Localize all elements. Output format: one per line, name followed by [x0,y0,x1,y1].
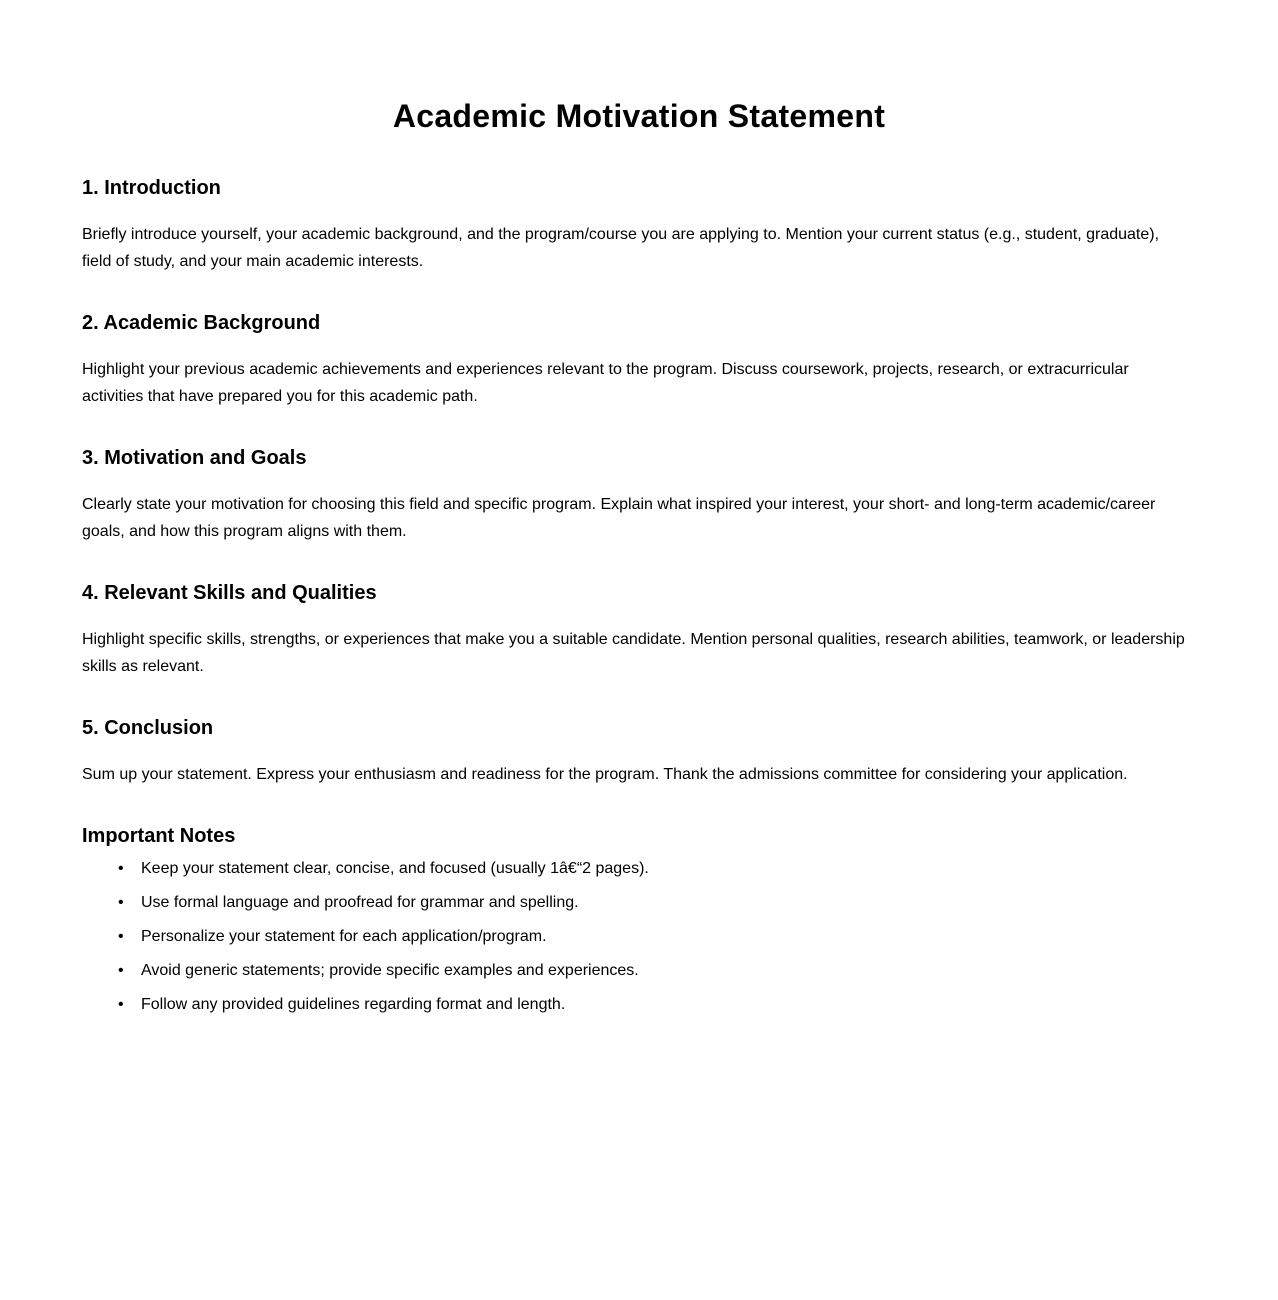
important-notes [82,822,1196,1015]
list-item-text: Personalize your statement for each application/program. [141,928,547,945]
document-title: Academic Motivation Statement [392,98,886,134]
section-conclusion [82,714,1196,788]
list-item-text: Use formal language and proofread for grammar and spelling. [141,894,579,911]
notes-list [82,859,1196,1015]
section-heading: 3. Motivation and Goals [82,447,307,469]
section-motivation-and-goals [82,444,1196,545]
section-introduction [82,174,1196,275]
section-relevant-skills [82,579,1196,680]
list-item [118,961,1196,981]
bullet-icon: • [118,962,124,979]
section-body: Highlight specific skills, strengths, or experiences that make you a suitable candidate. Mention personal qualities, research abilities, teamwork, or leadership skills as relevant. [82,631,1185,675]
section-academic-background [82,309,1196,410]
bullet-icon: • [118,894,124,911]
section-body: Highlight your previous academic achievements and experiences relevant to the program. Discuss coursework, projects, research, or extracurricular activities that have prepared you for this academic path. [82,361,1129,405]
section-body: Sum up your statement. Express your enthusiasm and readiness for the program. Thank the admissions committee for considering your application. [82,766,1128,783]
list-item-text: Avoid generic statements; provide specific examples and experiences. [141,962,639,979]
section-heading: 4. Relevant Skills and Qualities [82,582,377,604]
list-item [118,927,1196,947]
list-item-text: Keep your statement clear, concise, and focused (usually 1â€“2 pages). [141,860,649,877]
bullet-icon: • [118,860,124,877]
section-heading: 1. Introduction [82,177,221,199]
section-body: Briefly introduce yourself, your academic background, and the program/course you are applying to. Mention your current status (e.g., student, graduate), field of study, and your main academic interests. [82,226,1160,270]
bullet-icon: • [118,928,124,945]
list-item [118,859,1196,879]
notes-heading: Important Notes [82,825,236,847]
list-item [118,995,1196,1015]
list-item-text: Follow any provided guidelines regarding format and length. [141,996,566,1013]
section-heading: 5. Conclusion [82,717,214,739]
list-item [118,893,1196,913]
bullet-icon: • [118,996,124,1013]
section-heading: 2. Academic Background [82,312,321,334]
section-body: Clearly state your motivation for choosing this field and specific program. Explain what inspired your interest, your short- and long-term academic/career goals, and how this program aligns with them. [82,496,1156,540]
